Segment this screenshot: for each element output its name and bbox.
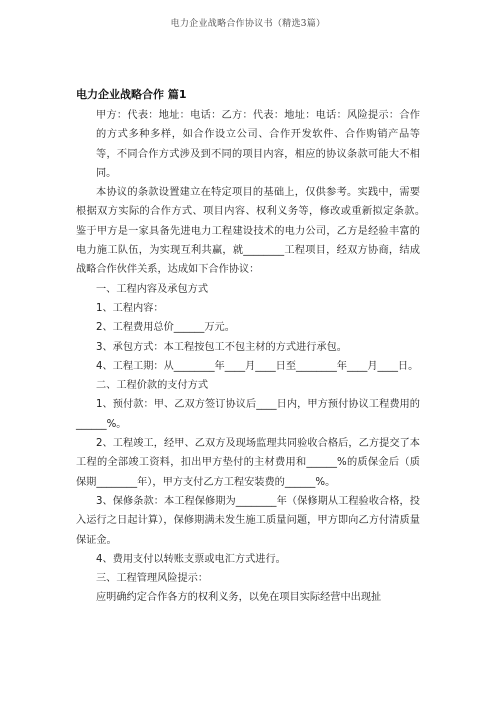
section-heading-1: 一、工程内容及承包方式 <box>96 283 209 295</box>
section-heading-3: 三、工程管理风险提示： <box>96 573 209 585</box>
paragraph-background: 本协议的条款设置建立在特定项目的基础上，仅供参考。实践中，需要根据双方实际的合作方式、项目内容、权利义务等，修改或重新拟定条款。 鉴于甲方是一家具备先进电力工程建设技术的电力公司，乙方是经验丰富的电力施工队伍，为实现互利共赢，就________工程项目，经双方协商，结成战略合作伙伴关系，达成如下合作协议： <box>76 187 431 276</box>
clause-2-3: 3、保修条款：本工程保修期为________年（保修期从工程验收合格，投入运行之日起计算），保修期满未发生施工质量问题，甲方即向乙方付清质量保证金。 <box>76 495 420 546</box>
document-title: 电力企业战略合作 篇1 <box>76 88 187 101</box>
clause-1-1: 1、工程内容： <box>96 302 164 314</box>
paragraph-parties: 甲方：代表：地址：电话：乙方：代表：地址：电话：风险提示：合作的方式多种多样，如合作设立公司、合作开发软件、合作购销产品等等，不同合作方式涉及到不同的项目内容，相应的协议条款可能大不相同。 <box>96 110 420 179</box>
paragraph-risk-note: 应明确约定合作各方的权利义务，以免在项目实际经营中出现扯 <box>96 592 382 604</box>
clause-2-2: 2、工程竣工，经甲、乙双方及现场监理共同验收合格后，乙方提交了本工程的全部竣工资料，扣出甲方垫付的主材费用和______%的质保金后（质保期________年），甲方支付乙方工程安装费的______%。 <box>76 438 420 488</box>
document-body <box>76 106 431 608</box>
clause-1-3: 3、承包方式：本工程按包工不包主材的方式进行承包。 <box>96 341 347 353</box>
clause-2-4: 4、费用支付以转账支票或电汇方式进行。 <box>96 553 286 565</box>
section-heading-2: 二、工程价款的支付方式 <box>96 380 209 392</box>
running-header: 电力企业战略合作协议书（精选3篇） <box>170 19 326 29</box>
clause-1-4: 4、工程工期：从________年____月____日至________年____月____日。 <box>96 360 419 372</box>
clause-2-1: 1、预付款：甲、乙双方签订协议后____日内，甲方预付协议工程费用的______%。 <box>76 399 420 430</box>
clause-1-2: 2、工程费用总价______万元。 <box>96 322 235 334</box>
